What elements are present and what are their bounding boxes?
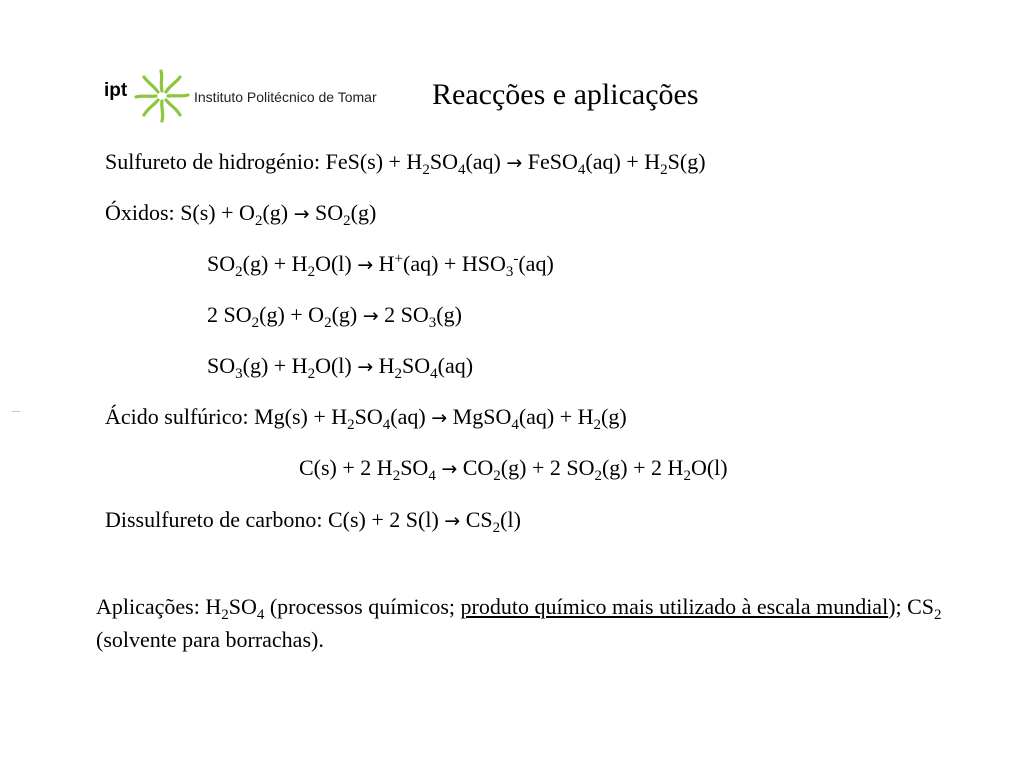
right-arrow-icon: → bbox=[444, 510, 461, 532]
subscript: 2 bbox=[251, 315, 260, 331]
formula-text: O(l) bbox=[690, 455, 728, 480]
formula-text: O(l) bbox=[315, 353, 352, 378]
subscript: 4 bbox=[577, 162, 586, 178]
subscript: 2 bbox=[235, 264, 243, 280]
formula-text: (aq) bbox=[437, 353, 474, 378]
formula-text: 2 SO bbox=[384, 302, 429, 327]
apps-text: Aplicações: H bbox=[96, 594, 222, 619]
formula-text: (g) bbox=[350, 200, 377, 225]
formula-text: FeSO bbox=[527, 149, 578, 174]
underlined-emphasis: produto químico mais utilizado à escala mundial bbox=[460, 594, 889, 619]
formula-text: (g) bbox=[436, 302, 462, 327]
formula-text: SO bbox=[354, 404, 383, 429]
subscript: 2 bbox=[593, 417, 602, 433]
formula-text: (g) + H bbox=[242, 251, 308, 276]
institution-logo bbox=[102, 69, 384, 123]
formula-text: SO bbox=[402, 353, 431, 378]
reaction-oxides bbox=[105, 199, 376, 228]
formula-text: S(s) + O bbox=[180, 200, 255, 225]
formula-text: (g) + 2 H bbox=[601, 455, 684, 480]
formula-text: FeS(s) + H bbox=[325, 149, 423, 174]
applications-paragraph bbox=[96, 590, 956, 656]
formula-text: (g) + 2 SO bbox=[500, 455, 595, 480]
subscript: 2 bbox=[324, 315, 332, 331]
flower-icon bbox=[134, 69, 190, 123]
formula-text: (aq) bbox=[465, 149, 501, 174]
formula-text: (aq) + HSO bbox=[403, 251, 506, 276]
subscript: 3 bbox=[505, 264, 514, 280]
subscript: 4 bbox=[511, 417, 519, 433]
reaction-so3-water bbox=[207, 352, 473, 381]
subscript: 2 bbox=[422, 162, 430, 178]
subscript: 2 bbox=[307, 264, 316, 280]
reaction-carbon-sulfuric bbox=[299, 454, 728, 483]
subscript: 2 bbox=[660, 162, 668, 178]
formula-text: Mg(s) + H bbox=[254, 404, 348, 429]
apps-text: (processos químicos; bbox=[264, 594, 461, 619]
subscript: 4 bbox=[428, 468, 436, 484]
reaction-carbon-disulfide bbox=[105, 506, 521, 535]
formula-text: (g) bbox=[262, 200, 289, 225]
formula-text: MgSO bbox=[452, 404, 512, 429]
reaction-hydrogen-sulfide bbox=[105, 148, 706, 177]
reaction-label: Sulfureto de hidrogénio: bbox=[105, 149, 321, 174]
formula-text: SO bbox=[429, 149, 458, 174]
reaction-label: Óxidos: bbox=[105, 200, 175, 225]
formula-text: C(s) + 2 S(l) bbox=[328, 507, 439, 532]
formula-text: (g) + H bbox=[242, 353, 308, 378]
formula-text: (g) + O bbox=[259, 302, 325, 327]
subscript: 2 bbox=[493, 468, 501, 484]
formula-text: (g) bbox=[601, 404, 627, 429]
formula-text: O(l) bbox=[315, 251, 352, 276]
formula-text: (aq) bbox=[390, 404, 426, 429]
formula-text: SO bbox=[400, 455, 429, 480]
apps-text: SO bbox=[228, 594, 257, 619]
formula-text: 2 SO bbox=[207, 302, 252, 327]
formula-text: C(s) + 2 H bbox=[299, 455, 393, 480]
formula-text: SO bbox=[207, 353, 236, 378]
logo-abbreviation: ipt bbox=[104, 80, 128, 101]
formula-text: (g) bbox=[331, 302, 358, 327]
formula-text: H bbox=[378, 353, 395, 378]
superscript: - bbox=[513, 251, 519, 267]
formula-text: SO bbox=[315, 200, 344, 225]
reaction-so2-oxidation bbox=[207, 301, 462, 330]
subscript: 2 bbox=[594, 468, 602, 484]
subscript: 2 bbox=[492, 520, 501, 536]
subscript: 2 bbox=[307, 366, 316, 382]
formula-text: S(g) bbox=[667, 149, 706, 174]
reaction-sulfuric-acid bbox=[105, 403, 627, 432]
formula-text: (aq) bbox=[518, 251, 554, 276]
superscript: + bbox=[394, 251, 404, 267]
subscript: 2 bbox=[254, 213, 263, 229]
right-arrow-icon: → bbox=[293, 203, 310, 225]
right-arrow-icon: → bbox=[357, 356, 374, 378]
subscript: 3 bbox=[428, 315, 437, 331]
right-arrow-icon: → bbox=[441, 458, 458, 480]
subscript: 4 bbox=[256, 607, 265, 623]
reaction-so2-water bbox=[207, 250, 554, 279]
subscript: 4 bbox=[430, 366, 438, 382]
apps-text: ); CS bbox=[888, 594, 935, 619]
reaction-label: Dissulfureto de carbono: bbox=[105, 507, 323, 532]
right-arrow-icon: → bbox=[362, 305, 379, 327]
formula-text: H bbox=[378, 251, 395, 276]
right-arrow-icon: → bbox=[431, 407, 448, 429]
slide-margin-mark bbox=[12, 411, 20, 412]
subscript: 2 bbox=[394, 366, 403, 382]
apps-text: (solvente para borrachas). bbox=[96, 627, 324, 652]
subscript: 2 bbox=[683, 468, 691, 484]
right-arrow-icon: → bbox=[357, 254, 374, 276]
subscript: 2 bbox=[221, 607, 229, 623]
subscript: 2 bbox=[343, 213, 351, 229]
formula-text: CS bbox=[465, 507, 493, 532]
formula-text: SO bbox=[207, 251, 236, 276]
institution-name: Instituto Politécnico de Tomar bbox=[194, 89, 377, 105]
subscript: 2 bbox=[934, 607, 942, 623]
subscript: 4 bbox=[382, 417, 391, 433]
subscript: 3 bbox=[235, 366, 243, 382]
formula-text: (aq) + H bbox=[518, 404, 594, 429]
reaction-label: Ácido sulfúrico: bbox=[105, 404, 249, 429]
formula-text: (l) bbox=[500, 507, 521, 532]
formula-text: CO bbox=[462, 455, 494, 480]
subscript: 4 bbox=[457, 162, 466, 178]
subscript: 2 bbox=[392, 468, 401, 484]
subscript: 2 bbox=[347, 417, 355, 433]
right-arrow-icon: → bbox=[506, 152, 523, 174]
slide-title: Reacções e aplicações bbox=[432, 78, 699, 111]
formula-text: (aq) + H bbox=[585, 149, 661, 174]
